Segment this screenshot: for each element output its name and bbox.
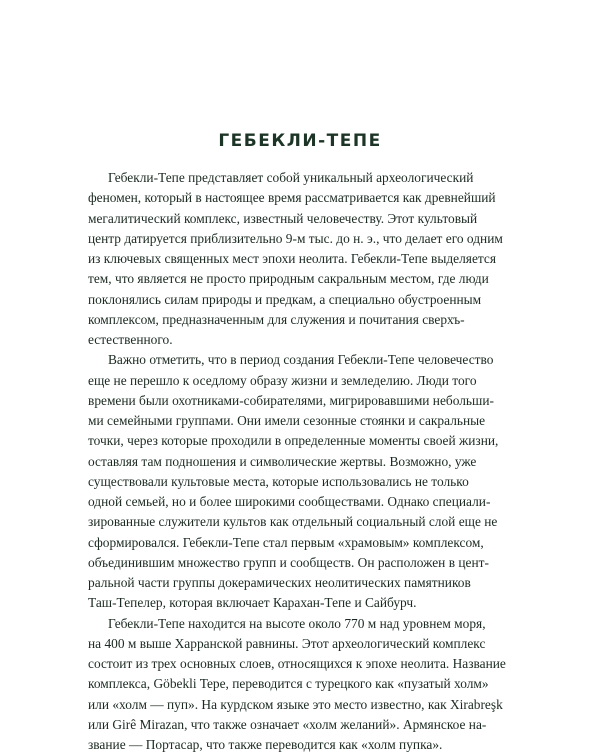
text-line: тем, что является не просто природным сакральным местом, где люди xyxy=(88,269,518,289)
text-line: одной семьей, но и более широкими сообществами. Однако специали- xyxy=(88,492,518,512)
text-line: феномен, который в настоящее время рассматривается как древнейший xyxy=(88,188,518,208)
text-line: ми семейными группами. Они имели сезонные стоянки и сакральные xyxy=(88,411,518,431)
text-line: Гебекли-Тепе представляет собой уникальный археологический xyxy=(88,168,518,188)
text-line: зированные служители культов как отдельный социальный слой еще не xyxy=(88,512,518,532)
text-line: еще не перешло к оседлому образу жизни и земледелию. Люди того xyxy=(88,371,518,391)
text-line: сформировался. Гебекли-Тепе стал первым «храмовым» комплексом, xyxy=(88,533,518,553)
text-line: точки, через которые проходили в определенные моменты своей жизни, xyxy=(88,431,518,451)
body-text xyxy=(88,168,518,755)
text-line: ральной части группы докерамических неолитических памятников xyxy=(88,573,518,593)
text-line: естественного. xyxy=(88,330,518,350)
paragraph xyxy=(88,350,518,613)
paragraph xyxy=(88,614,518,755)
text-line: оставляя там подношения и символические жертвы. Возможно, уже xyxy=(88,452,518,472)
text-line: на 400 м выше Харранской равнины. Этот археологический комплекс xyxy=(88,634,518,654)
text-line: существовали культовые места, которые использовались не только xyxy=(88,472,518,492)
paragraph xyxy=(88,168,518,350)
text-line: комплексом, предназначенным для служения и почитания сверхъ- xyxy=(88,310,518,330)
text-line: или «холм — пуп». На курдском языке это место известно, как Xirabreşk xyxy=(88,695,518,715)
text-line: состоит из трех основных слоев, относящихся к эпохе неолита. Название xyxy=(88,654,518,674)
text-line: Важно отметить, что в период создания Гебекли-Тепе человечество xyxy=(88,350,518,370)
text-line: из ключевых священных мест эпохи неолита. Гебекли-Тепе выделяется xyxy=(88,249,518,269)
text-line: времени были охотниками-собирателями, мигрировавшими небольши- xyxy=(88,391,518,411)
text-line: мегалитический комплекс, известный человечеству. Этот культовый xyxy=(88,209,518,229)
text-line: звание — Портасар, что также переводится как «холм пупка». xyxy=(88,735,518,755)
text-line: Таш-Тепелер, которая включает Карахан-Тепе и Сайбурч. xyxy=(88,593,518,613)
text-line: Гебекли-Тепе находится на высоте около 770 м над уровнем моря, xyxy=(88,614,518,634)
text-line: поклонялись силам природы и предкам, а специально обустроенным xyxy=(88,290,518,310)
chapter-title: ГЕБЕКЛИ-ТЕПЕ xyxy=(0,131,600,151)
text-line: объединившим множество групп и сообществ. Он расположен в цент- xyxy=(88,553,518,573)
text-line: или Girê Mirazan, что также означает «холм желаний». Армянское на- xyxy=(88,715,518,735)
text-line: центр датируется приблизительно 9-м тыс. до н. э., что делает его одним xyxy=(88,229,518,249)
text-line: комплекса, Göbekli Tepe, переводится с турецкого как «пузатый холм» xyxy=(88,674,518,694)
